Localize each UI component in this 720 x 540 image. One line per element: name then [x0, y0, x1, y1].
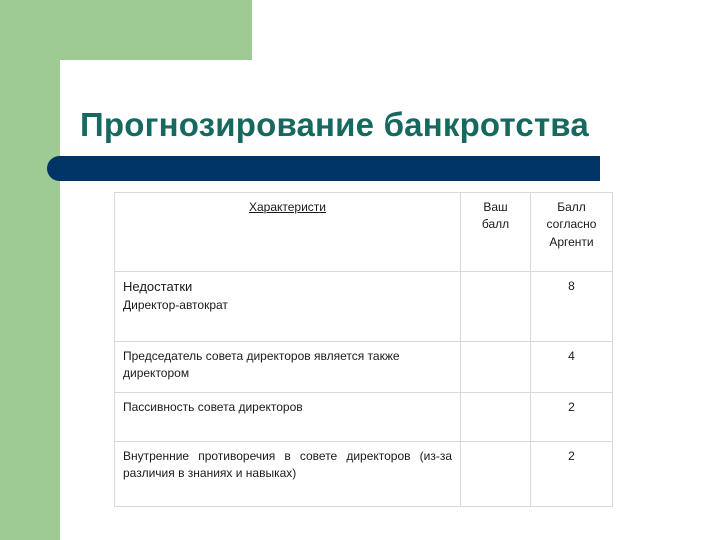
slide-title: Прогнозирование банкротства: [80, 106, 589, 143]
row-label: Пассивность совета директоров: [115, 393, 461, 442]
table-row: [115, 442, 613, 507]
top-green-block: [0, 0, 252, 60]
argenti-score-table: [114, 192, 613, 507]
your-score-cell: [461, 272, 531, 342]
table-header-row: [115, 193, 613, 272]
table-row: [115, 272, 613, 342]
title-underline-bar: [47, 156, 600, 181]
header-characteristics: [115, 193, 461, 272]
row-label: Председатель совета директоров является также директором: [115, 342, 461, 393]
argenti-score-cell: 4: [531, 342, 613, 393]
header-argenti-score: Балл согласно Аргенти: [531, 193, 613, 272]
rounded-corner: [60, 60, 100, 100]
header-characteristics-label: Характеристи: [248, 200, 327, 214]
header-your-score: Ваш балл: [461, 193, 531, 272]
row-label-cell: [115, 272, 461, 342]
your-score-cell: [461, 342, 531, 393]
section-heading: Недостатки: [123, 279, 193, 294]
argenti-score-cell: 2: [531, 442, 613, 507]
your-score-cell: [461, 393, 531, 442]
argenti-score-cell: 8: [531, 272, 613, 342]
table-row: [115, 342, 613, 393]
row-label: Внутренние противоречия в совете директоров (из-за различия в знаниях и навыках): [115, 442, 461, 507]
table-row: [115, 393, 613, 442]
your-score-cell: [461, 442, 531, 507]
left-green-strip: [0, 0, 60, 540]
row-label: Директор-автократ: [123, 297, 228, 312]
argenti-score-cell: 2: [531, 393, 613, 442]
